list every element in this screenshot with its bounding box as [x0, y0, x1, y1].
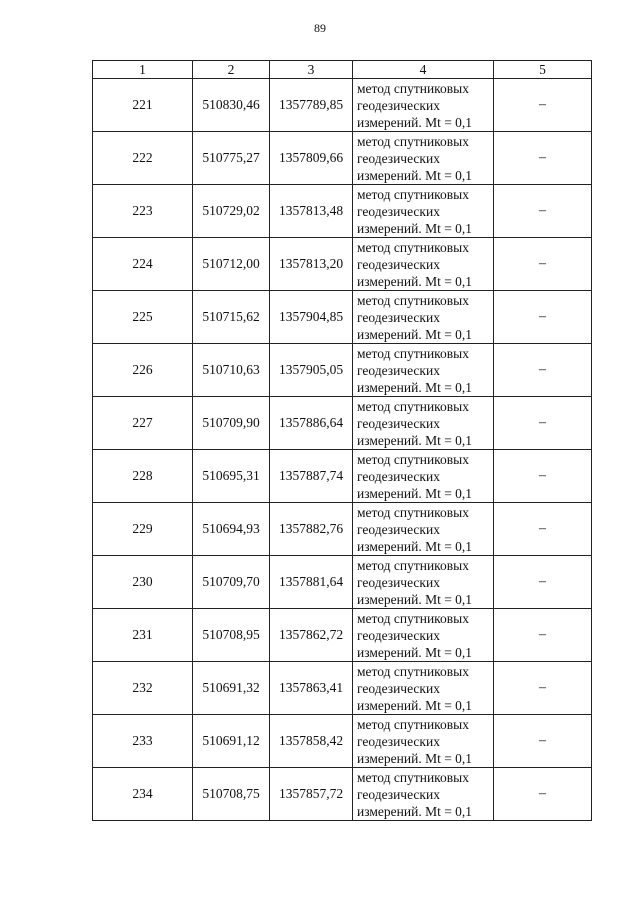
method-text-line: метод спутниковых	[357, 504, 469, 520]
table-row	[93, 768, 592, 821]
method-text-line: измерений. Mt = 0,1	[357, 432, 473, 448]
method-text-line: геодезических	[357, 203, 440, 219]
method-text-line: метод спутниковых	[357, 451, 469, 467]
method-text-line: метод спутниковых	[357, 133, 469, 149]
note-cell: –	[494, 185, 592, 238]
table-row	[93, 397, 592, 450]
y-coordinate-cell: 1357858,42	[270, 715, 353, 768]
table-row	[93, 238, 592, 291]
method-text-line: метод спутниковых	[357, 80, 469, 96]
table-row	[93, 79, 592, 132]
x-coordinate-cell: 510691,32	[193, 662, 270, 715]
method-text-line: метод спутниковых	[357, 186, 469, 202]
x-coordinate-cell: 510710,63	[193, 344, 270, 397]
x-coordinate-cell: 510715,62	[193, 291, 270, 344]
point-number-cell: 228	[93, 450, 193, 503]
table-body	[93, 79, 592, 821]
method-text-line: геодезических	[357, 362, 440, 378]
note-cell: –	[494, 132, 592, 185]
column-header: 5	[494, 61, 592, 79]
coordinates-table	[92, 60, 592, 821]
page-number: 89	[314, 21, 326, 35]
method-text-line: геодезических	[357, 415, 440, 431]
x-coordinate-cell: 510694,93	[193, 503, 270, 556]
method-text-line: геодезических	[357, 150, 440, 166]
method-text-line: геодезических	[357, 256, 440, 272]
y-coordinate-cell: 1357809,66	[270, 132, 353, 185]
method-text-line: измерений. Mt = 0,1	[357, 750, 473, 766]
point-number-cell: 227	[93, 397, 193, 450]
note-cell: –	[494, 238, 592, 291]
point-number-cell: 232	[93, 662, 193, 715]
x-coordinate-cell: 510708,75	[193, 768, 270, 821]
note-cell: –	[494, 715, 592, 768]
method-cell	[353, 132, 494, 185]
method-text-line: геодезических	[357, 786, 440, 802]
point-number-cell: 223	[93, 185, 193, 238]
method-text-line: метод спутниковых	[357, 239, 469, 255]
x-coordinate-cell: 510709,90	[193, 397, 270, 450]
method-cell	[353, 768, 494, 821]
note-cell: –	[494, 450, 592, 503]
method-text-line: измерений. Mt = 0,1	[357, 273, 473, 289]
method-text-line: измерений. Mt = 0,1	[357, 803, 473, 819]
method-text-line: геодезических	[357, 309, 440, 325]
method-text-line: геодезических	[357, 468, 440, 484]
y-coordinate-cell: 1357887,74	[270, 450, 353, 503]
method-text-line: геодезических	[357, 680, 440, 696]
point-number-cell: 224	[93, 238, 193, 291]
y-coordinate-cell: 1357813,20	[270, 238, 353, 291]
table-row	[93, 185, 592, 238]
x-coordinate-cell: 510691,12	[193, 715, 270, 768]
x-coordinate-cell: 510709,70	[193, 556, 270, 609]
note-cell: –	[494, 79, 592, 132]
method-text-line: измерений. Mt = 0,1	[357, 538, 473, 554]
method-text-line: геодезических	[357, 97, 440, 113]
method-cell	[353, 662, 494, 715]
method-cell	[353, 450, 494, 503]
method-text-line: измерений. Mt = 0,1	[357, 379, 473, 395]
point-number-cell: 233	[93, 715, 193, 768]
method-text-line: измерений. Mt = 0,1	[357, 697, 473, 713]
point-number-cell: 221	[93, 79, 193, 132]
point-number-cell: 229	[93, 503, 193, 556]
method-cell	[353, 185, 494, 238]
method-text-line: геодезических	[357, 733, 440, 749]
x-coordinate-cell: 510775,27	[193, 132, 270, 185]
point-number-cell: 225	[93, 291, 193, 344]
method-cell	[353, 609, 494, 662]
table-row	[93, 503, 592, 556]
method-text-line: измерений. Mt = 0,1	[357, 114, 473, 130]
method-text-line: измерений. Mt = 0,1	[357, 644, 473, 660]
method-text-line: метод спутниковых	[357, 398, 469, 414]
y-coordinate-cell: 1357904,85	[270, 291, 353, 344]
method-text-line: геодезических	[357, 574, 440, 590]
method-text-line: метод спутниковых	[357, 663, 469, 679]
method-cell	[353, 503, 494, 556]
column-header: 3	[270, 61, 353, 79]
y-coordinate-cell: 1357857,72	[270, 768, 353, 821]
y-coordinate-cell: 1357886,64	[270, 397, 353, 450]
method-cell	[353, 238, 494, 291]
table-row	[93, 609, 592, 662]
table-row	[93, 556, 592, 609]
method-text-line: метод спутниковых	[357, 292, 469, 308]
method-text-line: геодезических	[357, 521, 440, 537]
method-cell	[353, 79, 494, 132]
column-header: 4	[353, 61, 494, 79]
column-header: 2	[193, 61, 270, 79]
method-text-line: метод спутниковых	[357, 557, 469, 573]
method-text-line: измерений. Mt = 0,1	[357, 220, 473, 236]
point-number-cell: 230	[93, 556, 193, 609]
y-coordinate-cell: 1357905,05	[270, 344, 353, 397]
method-text-line: метод спутниковых	[357, 716, 469, 732]
method-cell	[353, 344, 494, 397]
table-row	[93, 344, 592, 397]
y-coordinate-cell: 1357881,64	[270, 556, 353, 609]
method-text-line: метод спутниковых	[357, 345, 469, 361]
x-coordinate-cell: 510712,00	[193, 238, 270, 291]
y-coordinate-cell: 1357789,85	[270, 79, 353, 132]
method-text-line: измерений. Mt = 0,1	[357, 591, 473, 607]
x-coordinate-cell: 510708,95	[193, 609, 270, 662]
note-cell: –	[494, 768, 592, 821]
method-cell	[353, 397, 494, 450]
y-coordinate-cell: 1357882,76	[270, 503, 353, 556]
table-row	[93, 662, 592, 715]
note-cell: –	[494, 556, 592, 609]
method-text-line: геодезических	[357, 627, 440, 643]
note-cell: –	[494, 503, 592, 556]
point-number-cell: 231	[93, 609, 193, 662]
method-text-line: измерений. Mt = 0,1	[357, 167, 473, 183]
point-number-cell: 226	[93, 344, 193, 397]
method-text-line: метод спутниковых	[357, 610, 469, 626]
x-coordinate-cell: 510695,31	[193, 450, 270, 503]
table-row	[93, 132, 592, 185]
table-row	[93, 450, 592, 503]
column-header: 1	[93, 61, 193, 79]
method-cell	[353, 556, 494, 609]
note-cell: –	[494, 609, 592, 662]
point-number-cell: 222	[93, 132, 193, 185]
x-coordinate-cell: 510830,46	[193, 79, 270, 132]
x-coordinate-cell: 510729,02	[193, 185, 270, 238]
method-text-line: метод спутниковых	[357, 769, 469, 785]
method-text-line: измерений. Mt = 0,1	[357, 485, 473, 501]
y-coordinate-cell: 1357863,41	[270, 662, 353, 715]
note-cell: –	[494, 344, 592, 397]
method-cell	[353, 715, 494, 768]
method-cell	[353, 291, 494, 344]
note-cell: –	[494, 397, 592, 450]
table-row	[93, 291, 592, 344]
note-cell: –	[494, 662, 592, 715]
method-text-line: измерений. Mt = 0,1	[357, 326, 473, 342]
note-cell: –	[494, 291, 592, 344]
y-coordinate-cell: 1357813,48	[270, 185, 353, 238]
point-number-cell: 234	[93, 768, 193, 821]
table-row	[93, 715, 592, 768]
table-header-row	[93, 61, 592, 79]
y-coordinate-cell: 1357862,72	[270, 609, 353, 662]
